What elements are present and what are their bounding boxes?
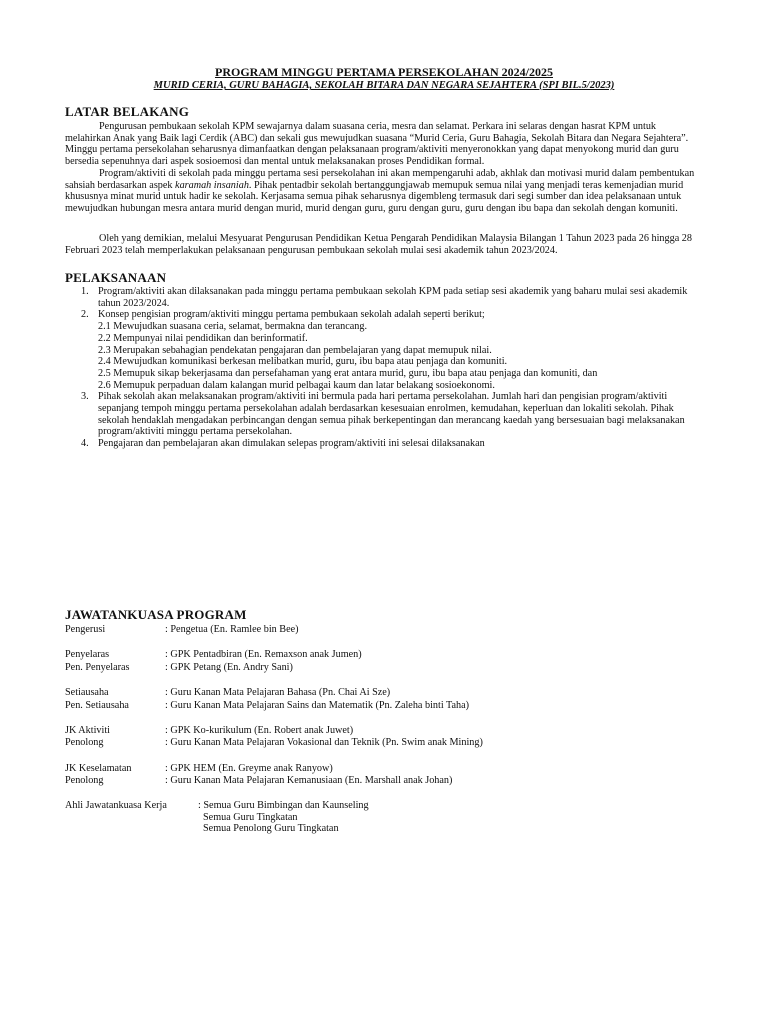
paragraph-latar-2 <box>65 168 697 215</box>
committee-role: JK Keselamatan <box>65 762 132 774</box>
paragraph-latar-1: Pengurusan pembukaan sekolah KPM sewajarnya dalam suasana ceria, mesra dan selamat. Perkara ini selaras dengan hasrat KPM untuk melahirkan Anak yang Baik lagi Cerdik (ABC) dan sekali gus mewujudkan suasana “Murid Ceria, Guru Bahagia, Sekolah Bitara dan Negara Sejahtera”. Minggu pertama persekolahan seharusnya dimanfaatkan dengan pelaksanaan program/aktiviti menyeronokkan yang dapat menyokong murid dan guru bersedia sepenuhnya dari aspek sosioemosi dan mental untuk melaksanakan proses Pendidikan formal. <box>65 121 689 168</box>
paragraph-latar-2-italic: karamah insaniah <box>175 179 249 191</box>
section-heading-jawatankuasa: JAWATANKUASA PROGRAM <box>65 607 247 622</box>
committee-row <box>65 775 705 787</box>
list-item-number: 2. <box>81 309 89 321</box>
committee-member: : GPK Ko-kurikulum (En. Robert anak Juwet) <box>165 724 354 736</box>
committee-role: Pen. Penyelaras <box>65 661 130 673</box>
sub-list-item: 2.1 Mewujudkan suasana ceria, selamat, bermakna dan terancang. <box>98 321 368 333</box>
paragraph-latar-2-text-b: . Pihak pentadbir sekolah bertanggungjawab memupuk semua nilai yang menjadi teras kemenjadian murid khususnya minat murid untuk hadir ke sekolah. Kerjasama semua pihak seharusnya digembleng termasuk dari segi sumber dan idea pelaksanaan untuk mewujudkan hubungan mesra antara murid dengan murid, murid dengan guru, guru dengan guru, guru dengan ibu bapa dan sekolah dengan komuniti. <box>65 179 684 215</box>
committee-list <box>65 624 705 788</box>
list-item <box>65 309 697 391</box>
committee-member: : Semua Guru Bimbingan dan Kaunseling <box>198 800 369 811</box>
committee-row <box>65 737 705 749</box>
sub-list-item: 2.3 Merupakan sebahagian pendekatan pengajaran dan pembelajaran yang dapat memupuk nilai. <box>98 344 492 356</box>
committee-role: Penolong <box>65 775 104 787</box>
committee-member: : Pengetua (En. Ramlee bin Bee) <box>165 624 299 635</box>
list-item-number: 1. <box>81 286 89 297</box>
document-subtitle: MURID CERIA, GURU BAHAGIA, SEKOLAH BITARA DAN NEGARA SEJAHTERA (SPI BIL.5/2023) <box>153 80 615 91</box>
spacer <box>65 674 705 687</box>
committee-row <box>65 700 705 712</box>
document-title: PROGRAM MINGGU PERTAMA PERSEKOLAHAN 2024/2025 <box>214 65 554 79</box>
list-item-text: Program/aktiviti akan dilaksanakan pada minggu pertama pembukaan sekolah KPM pada setiap sesi akademik yang baharu mulai sesi akademik tahun 2023/2024. <box>98 286 688 309</box>
pelaksanaan-list <box>65 286 697 450</box>
section-heading-latar-belakang: LATAR BELAKANG <box>65 104 190 119</box>
committee-member: : GPK Petang (En. Andry Sani) <box>165 661 293 673</box>
list-item-text: Pihak sekolah akan melaksanakan program/aktiviti ini bermula pada hari pertama persekolahan. Jumlah hari dan pengisian program/aktiviti sepanjang tempoh minggu pertama persekolahan adalah berdasarkan kesesuaian enrolmen, kemudahan, keperluan dan lokaliti sekolah. Pihak sekolah hendaklah mengadakan perbincangan dengan semua pihak berkepentingan dan merancang kaedah yang bersesuaian bagi melaksanakan program/aktiviti minggu pertama persekolahan. <box>98 391 685 438</box>
section-heading-pelaksanaan: PELAKSANAAN <box>65 270 167 285</box>
paragraph-latar-2-text-a: Program/aktiviti di sekolah pada minggu pertama sesi persekolahan ini akan mempengaruhi adab, akhlak dan motivasi murid dalam pembentukan sahsiah berdasarkan aspek <box>65 168 695 191</box>
sub-list-item: 2.4 Mewujudkan komunikasi berkesan melibatkan murid, guru, ibu bapa atau penjaga dan komuniti. <box>98 356 508 368</box>
committee-row <box>65 649 705 661</box>
spacer <box>65 750 705 763</box>
committee-role: Pengerusi <box>65 624 106 635</box>
committee-working-members-list <box>198 800 369 835</box>
list-item-text: Pengajaran dan pembelajaran akan dimulakan selepas program/aktiviti ini selesai dilaksanakan <box>98 438 485 450</box>
committee-role: Setiausaha <box>65 687 109 699</box>
committee-member: : Guru Kanan Mata Pelajaran Bahasa (Pn. Chai Ai Sze) <box>165 687 391 699</box>
sub-list-item: 2.2 Mempunyai nilai pendidikan dan berinformatif. <box>98 332 308 344</box>
list-item <box>65 391 697 438</box>
committee-row <box>65 624 705 636</box>
committee-role: JK Aktiviti <box>65 724 111 736</box>
spacer <box>65 636 705 649</box>
committee-member: : Guru Kanan Mata Pelajaran Vokasional dan Teknik (Pn. Swim anak Mining) <box>165 737 483 749</box>
committee-member: Semua Guru Tingkatan <box>203 811 298 823</box>
list-item <box>65 438 697 450</box>
committee-member: Semua Penolong Guru Tingkatan <box>203 823 339 835</box>
committee-role: Penolong <box>65 737 104 749</box>
list-item-number: 3. <box>81 391 89 403</box>
committee-row <box>65 725 705 737</box>
committee-member: : Guru Kanan Mata Pelajaran Kemanusiaan (En. Marshall anak Johan) <box>165 775 453 787</box>
committee-member: : GPK Pentadbiran (En. Remaxson anak Jumen) <box>165 649 362 661</box>
list-item-number: 4. <box>81 438 89 450</box>
committee-row <box>65 763 705 775</box>
committee-role: Ahli Jawatankuasa Kerja <box>65 800 167 811</box>
committee-row <box>65 662 705 674</box>
committee-member: : Guru Kanan Mata Pelajaran Sains dan Matematik (Pn. Zaleha binti Taha) <box>165 699 470 711</box>
spacer <box>65 712 705 725</box>
sub-list-item: 2.5 Memupuk sikap bekerjasama dan persefahaman yang erat antara murid, guru, ibu bapa atau penjaga dan komuniti, dan <box>98 367 598 379</box>
list-item <box>65 286 697 309</box>
paragraph-latar-3: Oleh yang demikian, melalui Mesyuarat Pengurusan Pendidikan Ketua Pengarah Pendidikan Malaysia Bilangan 1 Tahun 2023 pada 26 hingga 28 Februari 2023 telah memperlakukan pelaksanaan pengurusan pembukaan sekolah mulai sesi akademik tahun 2023/2024. <box>65 233 692 256</box>
committee-row <box>65 687 705 699</box>
list-item-text: Konsep pengisian program/aktiviti minggu pertama pembukaan sekolah adalah seperti berikut; <box>98 309 485 321</box>
committee-role: Penyelaras <box>65 649 110 661</box>
committee-role: Pen. Setiausaha <box>65 699 129 711</box>
sub-list-item: 2.6 Memupuk perpaduan dalam kalangan murid pelbagai kaum dan latar belakang sosioekonomi. <box>98 379 495 391</box>
committee-member: : GPK HEM (En. Greyme anak Ranyow) <box>165 762 333 774</box>
